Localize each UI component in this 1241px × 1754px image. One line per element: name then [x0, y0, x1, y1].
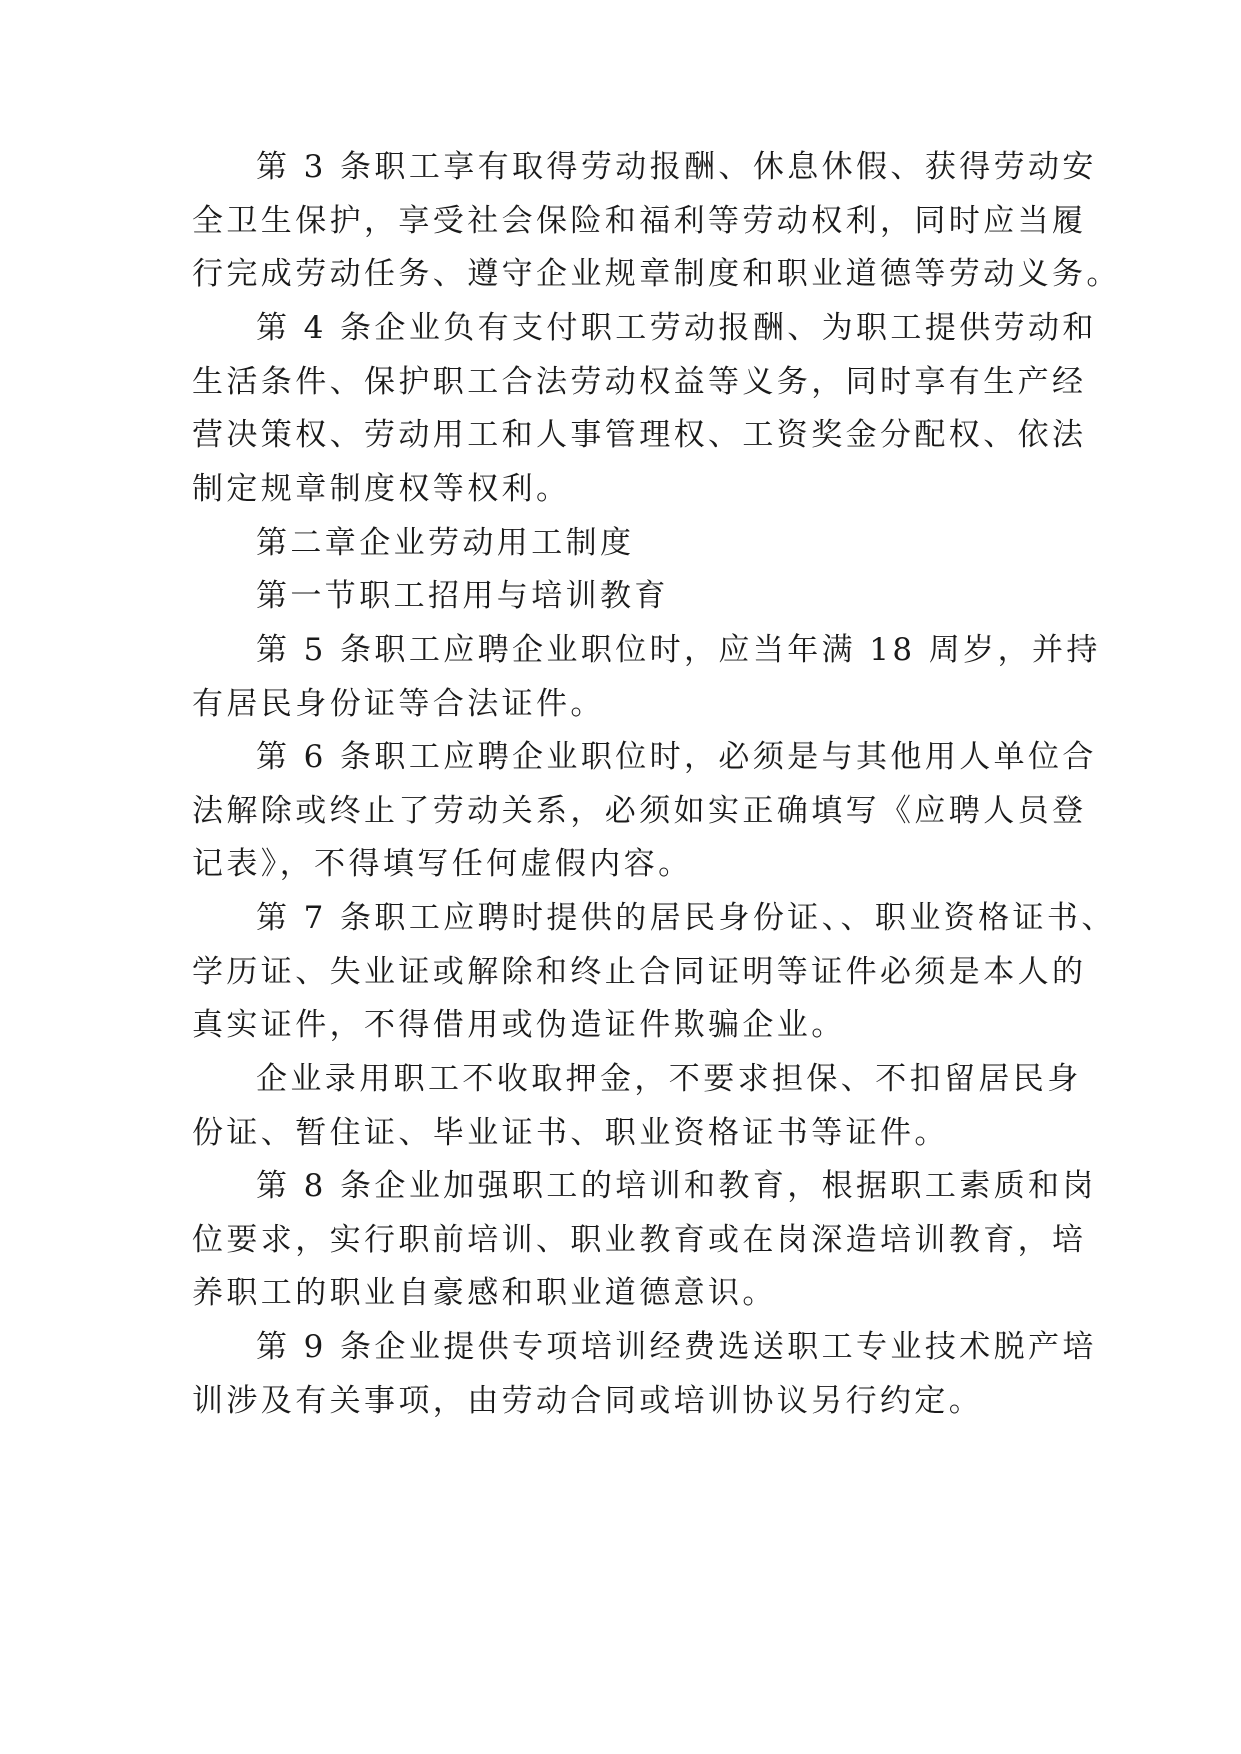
article-4-line-2: 生活条件、保护职工合法劳动权益等义务，同时享有生产经: [192, 364, 1087, 400]
article-7-line-3: 真实证件，不得借用或伪造证件欺骗企业。: [192, 1007, 846, 1043]
paragraph-deposit-line-1: 企业录用职工不收取押金，不要求担保、不扣留居民身: [256, 1061, 1082, 1097]
article-5-line-1: 第 5 条职工应聘企业职位时，应当年满 18 周岁，并持: [256, 632, 1101, 668]
article-8-line-2: 位要求，实行职前培训、职业教育或在岗深造培训教育，培: [192, 1222, 1087, 1258]
article-4-line-4: 制定规章制度权等权利。: [192, 471, 571, 507]
chapter-heading: 第二章企业劳动用工制度: [256, 525, 635, 561]
article-3-line-3: 行完成劳动任务、遵守企业规章制度和职业道德等劳动义务。: [192, 256, 1121, 292]
paragraph-deposit-line-2: 份证、暂住证、毕业证书、职业资格证书等证件。: [192, 1115, 949, 1151]
article-6-line-3: 记表》，不得填写任何虚假内容。: [192, 846, 693, 882]
article-4-line-1: 第 4 条企业负有支付职工劳动报酬、为职工提供劳动和: [256, 310, 1097, 346]
article-6-line-1: 第 6 条职工应聘企业职位时，必须是与其他用人单位合: [256, 739, 1097, 775]
article-7-line-2: 学历证、失业证或解除和终止合同证明等证件必须是本人的: [192, 954, 1087, 990]
article-5-line-2: 有居民身份证等合法证件。: [192, 686, 605, 722]
section-heading: 第一节职工招用与培训教育: [256, 578, 669, 614]
article-6-line-2: 法解除或终止了劳动关系，必须如实正确填写《应聘人员登: [192, 793, 1087, 829]
article-8-line-1: 第 8 条企业加强职工的培训和教育，根据职工素质和岗: [256, 1168, 1097, 1204]
article-3-line-1: 第 3 条职工享有取得劳动报酬、休息休假、获得劳动安: [256, 149, 1097, 185]
article-4-line-3: 营决策权、劳动用工和人事管理权、工资奖金分配权、依法: [192, 417, 1087, 453]
article-8-line-3: 养职工的职业自豪感和职业道德意识。: [192, 1275, 777, 1311]
article-3-line-2: 全卫生保护，享受社会保险和福利等劳动权利，同时应当履: [192, 203, 1087, 239]
article-9-line-1: 第 9 条企业提供专项培训经费选送职工专业技术脱产培: [256, 1329, 1097, 1365]
article-9-line-2: 训涉及有关事项，由劳动合同或培训协议另行约定。: [192, 1383, 984, 1419]
article-7-line-1: 第 7 条职工应聘时提供的居民身份证、、职业资格证书、: [256, 900, 1116, 936]
